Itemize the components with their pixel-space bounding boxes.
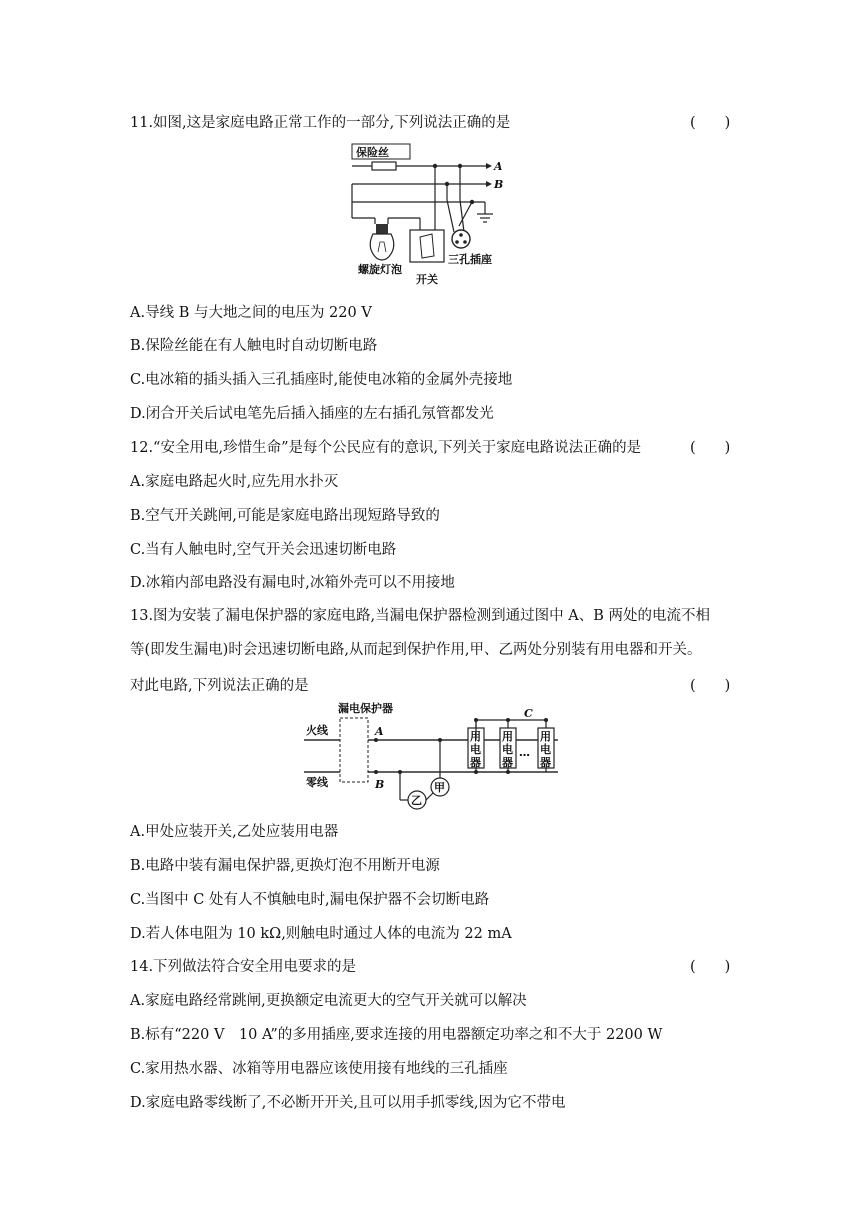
q13-answer-bracket: ( ) bbox=[690, 678, 731, 694]
q11-option-d[interactable]: D.闭合开关后试电笔先后插入插座的左右插孔氖管都发光 bbox=[130, 406, 494, 422]
q12-option-b[interactable]: B.空气开关跳闸,可能是家庭电路出现短路导致的 bbox=[130, 508, 440, 524]
more-appliances-dots: … bbox=[519, 746, 530, 759]
q12-option-a[interactable]: A.家庭电路起火时,应先用水扑灭 bbox=[130, 474, 339, 490]
q14-option-c[interactable]: C.家用热水器、冰箱等用电器应该使用接有地线的三孔插座 bbox=[130, 1061, 508, 1077]
socket-label: 三孔插座 bbox=[448, 253, 492, 266]
q11-option-c[interactable]: C.电冰箱的插头插入三孔插座时,能使电冰箱的金属外壳接地 bbox=[130, 372, 513, 388]
protector-label: 漏电保护器 bbox=[338, 702, 393, 715]
svg-text:器: 器 bbox=[470, 756, 481, 769]
q13-option-a[interactable]: A.甲处应装开关,乙处应装用电器 bbox=[130, 824, 339, 840]
wire-b-label: B bbox=[494, 178, 504, 191]
svg-text:电: 电 bbox=[540, 743, 551, 756]
q12-stem: 12.“安全用电,珍惜生命”是每个公民应有的意识,下列关于家庭电路说法正确的是 bbox=[130, 440, 642, 456]
q11-stem: 11.如图,这是家庭电路正常工作的一部分,下列说法正确的是 bbox=[130, 115, 511, 131]
switch-label: 开关 bbox=[416, 273, 438, 286]
point-b-label: B bbox=[375, 778, 385, 791]
yi-label: 乙 bbox=[411, 794, 422, 807]
q11-option-a[interactable]: A.导线 B 与大地之间的电压为 220 V bbox=[130, 305, 372, 321]
svg-text:电: 电 bbox=[502, 743, 513, 756]
point-a-label: A bbox=[375, 725, 384, 738]
q13-stem-line2: 等(即发生漏电)时会迅速切断电路,从而起到保护作用,甲、乙两处分别装有用电器和开关。 bbox=[130, 642, 702, 658]
leakage-protector-box bbox=[340, 718, 368, 782]
fuse-icon bbox=[372, 162, 396, 170]
q13-stem-line1: 13.图为安装了漏电保护器的家庭电路,当漏电保护器检测到通过图中 A、B 两处的电流不相 bbox=[130, 608, 711, 624]
q14-option-a[interactable]: A.家庭电路经常跳闸,更换额定电流更大的空气开关就可以解决 bbox=[130, 993, 527, 1009]
svg-text:器: 器 bbox=[540, 756, 551, 769]
q12-option-c[interactable]: C.当有人触电时,空气开关会迅速切断电路 bbox=[130, 542, 397, 558]
live-wire-label: 火线 bbox=[306, 724, 328, 737]
q12-answer-bracket: ( ) bbox=[690, 440, 731, 456]
q11-circuit-diagram bbox=[340, 140, 520, 290]
q13-option-b[interactable]: B.电路中装有漏电保护器,更换灯泡不用断开电源 bbox=[130, 858, 440, 874]
svg-text:电: 电 bbox=[470, 743, 481, 756]
q13-option-d[interactable]: D.若人体电阻为 10 kΩ,则触电时通过人体的电流为 22 mA bbox=[130, 926, 512, 942]
wire-a-label: A bbox=[494, 160, 503, 173]
svg-text:用: 用 bbox=[502, 730, 513, 743]
neutral-wire-label: 零线 bbox=[306, 776, 328, 789]
point-c-label: C bbox=[524, 707, 533, 720]
three-hole-socket-icon bbox=[452, 230, 470, 248]
jia-label: 甲 bbox=[434, 781, 445, 794]
fuse-label: 保险丝 bbox=[356, 146, 389, 159]
bulb-label: 螺旋灯泡 bbox=[358, 263, 402, 276]
q13-circuit-diagram bbox=[300, 700, 590, 812]
q14-option-b[interactable]: B.标有“220 V 10 A”的多用插座,要求连接的用电器额定功率之和不大于 2200 W bbox=[130, 1027, 663, 1043]
q14-option-d[interactable]: D.家庭电路零线断了,不必断开开关,且可以用手抓零线,因为它不带电 bbox=[130, 1095, 566, 1111]
q13-option-c[interactable]: C.当图中 C 处有人不慎触电时,漏电保护器不会切断电路 bbox=[130, 892, 490, 908]
svg-text:器: 器 bbox=[502, 756, 513, 769]
q12-option-d[interactable]: D.冰箱内部电路没有漏电时,冰箱外壳可以不用接地 bbox=[130, 575, 455, 591]
q11-option-b[interactable]: B.保险丝能在有人触电时自动切断电路 bbox=[130, 338, 378, 354]
spiral-bulb-icon bbox=[370, 224, 394, 260]
svg-text:用: 用 bbox=[470, 730, 481, 743]
svg-text:用: 用 bbox=[540, 730, 551, 743]
q13-stem-line3: 对此电路,下列说法正确的是 bbox=[130, 678, 309, 694]
q11-answer-bracket: ( ) bbox=[690, 115, 731, 131]
switch-icon bbox=[410, 230, 444, 262]
q14-answer-bracket: ( ) bbox=[690, 959, 731, 975]
q14-stem: 14.下列做法符合安全用电要求的是 bbox=[130, 959, 357, 975]
